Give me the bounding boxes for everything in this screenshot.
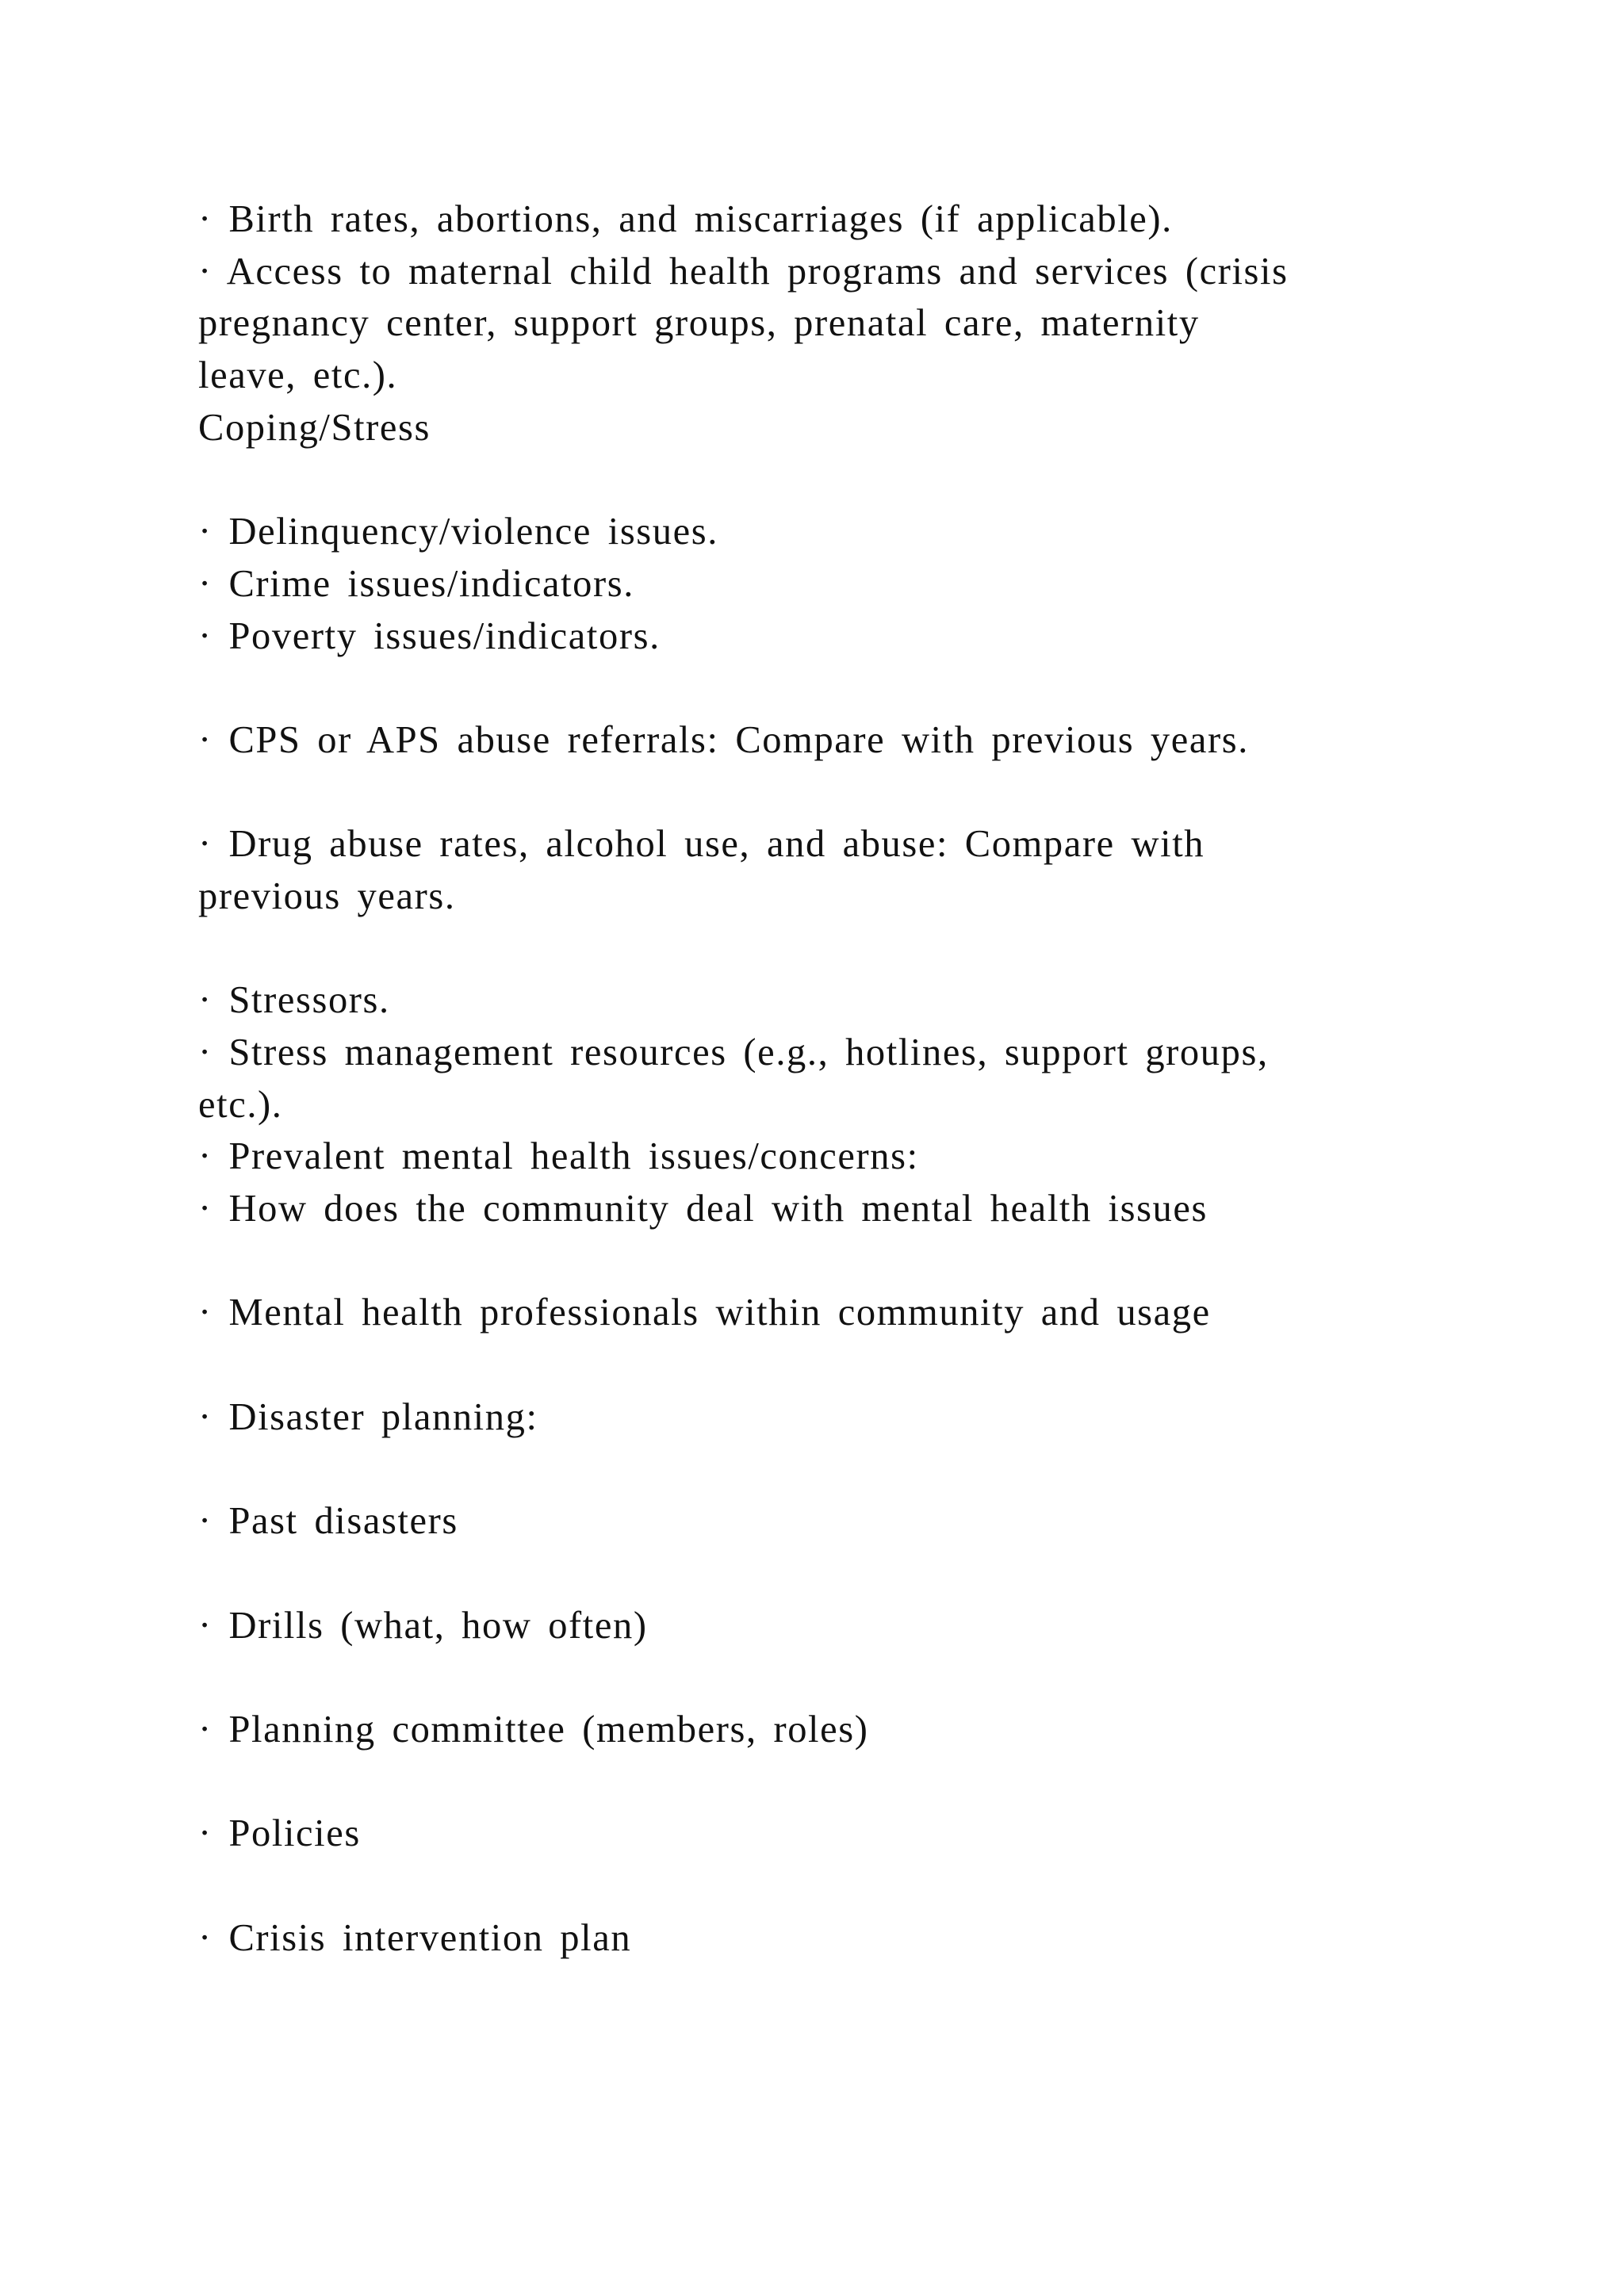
blank-line <box>198 1235 1435 1288</box>
list-item-disaster-planning: · Disaster planning: <box>198 1395 538 1438</box>
list-item-access-continuation-1: pregnancy center, support groups, prenatal care, maternity <box>198 302 1200 345</box>
list-item-drug-abuse-continuation: previous years. <box>198 874 456 917</box>
list-item-drills: · Drills (what, how often) <box>198 1604 648 1647</box>
list-item-delinquency: · Delinquency/violence issues. <box>198 511 718 553</box>
list-item-birth-rates: · Birth rates, abortions, and miscarriages (if applicable). <box>198 198 1173 240</box>
list-item-cps-aps: · CPS or APS abuse referrals: Compare with previous years. <box>198 718 1249 761</box>
blank-line <box>198 453 1435 506</box>
list-item-poverty: · Poverty issues/indicators. <box>198 614 661 657</box>
blank-line <box>198 1860 1435 1912</box>
list-item-community-mental-health: · How does the community deal with mental health issues <box>198 1188 1208 1230</box>
list-item-stress-management-continuation: etc.). <box>198 1083 283 1126</box>
list-item-past-disasters: · Past disasters <box>198 1500 458 1543</box>
list-item-stressors: · Stressors. <box>198 979 390 1022</box>
blank-line <box>198 1339 1435 1391</box>
blank-line <box>198 767 1435 819</box>
list-item-access-maternal-child-health: · Access to maternal child health programs and services (crisis <box>198 250 1289 293</box>
list-item-crime: · Crime issues/indicators. <box>198 562 634 605</box>
blank-line <box>198 923 1435 975</box>
blank-line <box>198 1444 1435 1496</box>
list-item-crisis-intervention-plan: · Crisis intervention plan <box>198 1916 632 1959</box>
blank-line <box>198 1756 1435 1808</box>
list-item-policies: · Policies <box>198 1812 361 1855</box>
blank-line <box>198 662 1435 714</box>
list-item-planning-committee: · Planning committee (members, roles) <box>198 1708 869 1751</box>
list-item-prevalent-mental-health: · Prevalent mental health issues/concerns: <box>198 1135 919 1178</box>
blank-line <box>198 1651 1435 1704</box>
section-heading-coping-stress: Coping/Stress <box>198 406 431 449</box>
blank-line <box>198 1548 1435 1600</box>
list-item-drug-abuse: · Drug abuse rates, alcohol use, and abuse: Compare with <box>198 823 1205 866</box>
list-item-access-continuation-2: leave, etc.). <box>198 354 398 397</box>
list-item-mental-health-professionals: · Mental health professionals within community and usage <box>198 1292 1211 1334</box>
list-item-stress-management: · Stress management resources (e.g., hotlines, support groups, <box>198 1031 1269 1073</box>
document-body <box>198 193 1435 1964</box>
